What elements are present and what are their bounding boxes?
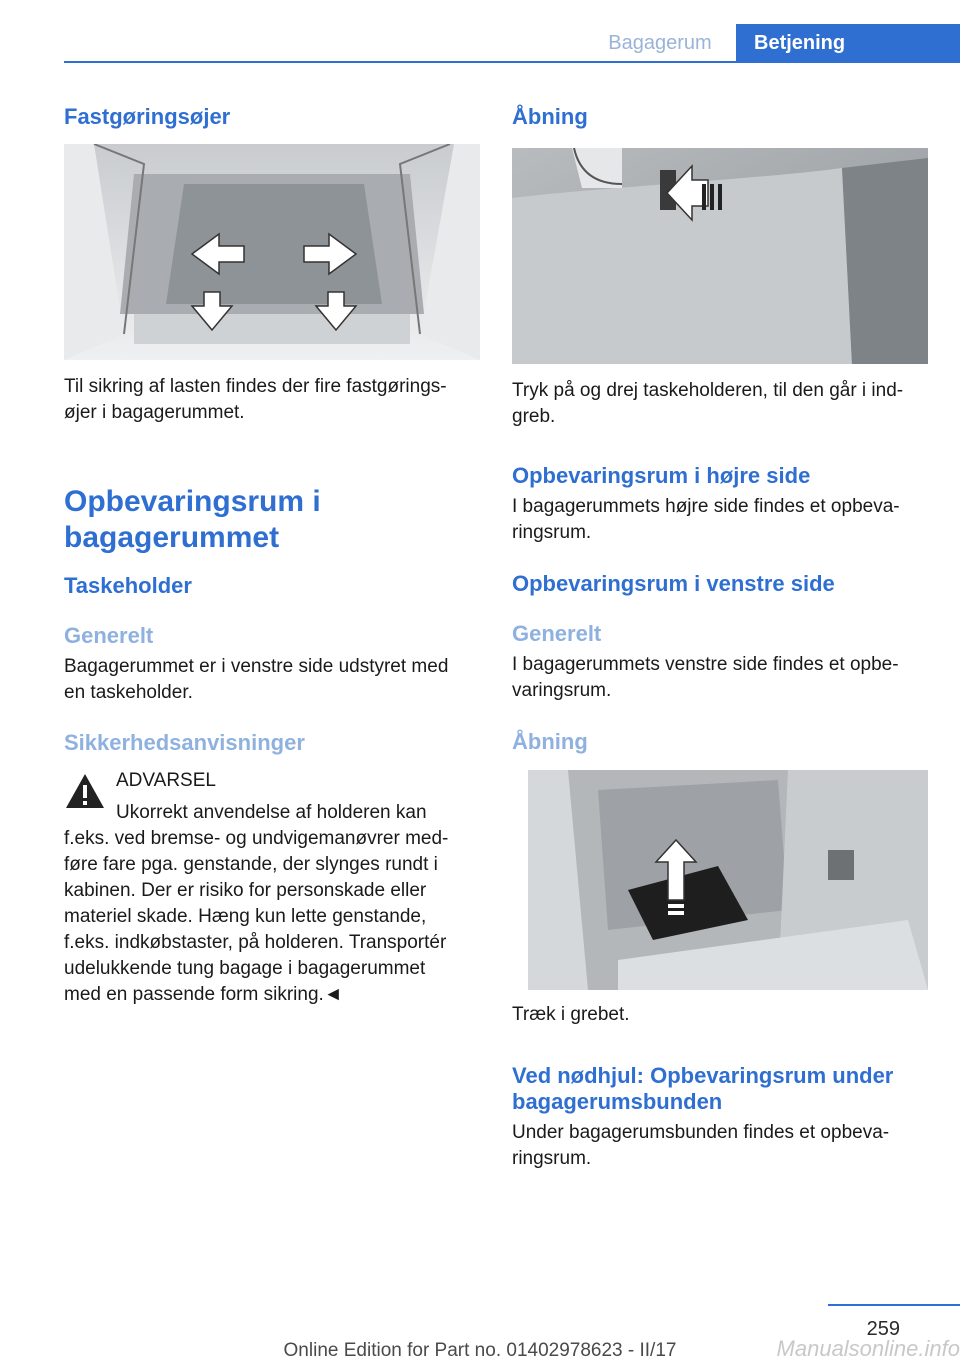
page-number: 259 [866,1318,900,1340]
paragraph-abning-1: Tryk på og drej taskeholderen, til den går i ind- greb. [512,380,904,427]
heading-taskeholder: Taskeholder [64,573,192,598]
bag-holder-opening-image [512,148,928,364]
header-section-tab[interactable]: Bagagerum [608,32,712,54]
heading-abning-2: Åbning [512,729,588,754]
paragraph-fastgoringsojer: Til sikring af lasten findes der fire fastgørings- øjer i bagagerummet. [64,376,447,423]
heading-generelt-2: Generelt [512,621,602,646]
paragraph-venstre: I bagagerummets venstre side findes et opbe- varingsrum. [512,654,899,701]
warning-text: Ukorrekt anvendelse af holderen kan f.eks. ved bremse- og undvigemanøvrer med- føre fare pga. genstande, der slynges rundt i kabinen. Der er risiko for personskade eller materiel skade. Hæng kun lette genstande, f.eks. indkøbstaster, på holderen. Transportér udelukkende tung bagage i bagagerummet med en passende form sikring.◄ [64,802,449,1005]
footer-rule [828,1304,960,1306]
watermark-logo: Manualsonline.info [776,1336,960,1361]
warning-title: ADVARSEL [116,770,216,791]
footer-edition-text: Online Edition for Part no. 01402978623 - II/17 [283,1340,677,1361]
heading-opbevaringsrum-bagagerummet: Opbevaringsrum i bagagerummet [64,485,321,554]
heading-opbevaringsrum-hojre: Opbevaringsrum i højre side [512,463,811,488]
heading-sikkerhedsanvisninger: Sikkerhedsanvisninger [64,730,305,755]
left-storage-handle-image [528,770,928,990]
header-rule [64,61,960,63]
paragraph-hojre: I bagagerummets højre side findes et opbeva- ringsrum. [512,496,900,543]
heading-ved-nodhjul: Ved nødhjul: Opbevaringsrum under bagagerumsbunden [512,1063,894,1114]
trunk-lashing-eyes-image [64,144,480,360]
header-chapter-tab[interactable]: Betjening [736,24,960,63]
paragraph-abning-2: Træk i grebet. [512,1004,630,1025]
heading-opbevaringsrum-venstre: Opbevaringsrum i venstre side [512,571,835,596]
heading-generelt: Generelt [64,623,154,648]
paragraph-ved-nodhjul: Under bagagerumsbunden findes et opbeva- ringsrum. [512,1122,890,1169]
heading-abning-1: Åbning [512,104,588,129]
paragraph-generelt: Bagagerummet er i venstre side udstyret med en taskeholder. [64,656,449,703]
heading-fastgoringsojer: Fastgøringsøjer [64,104,231,129]
